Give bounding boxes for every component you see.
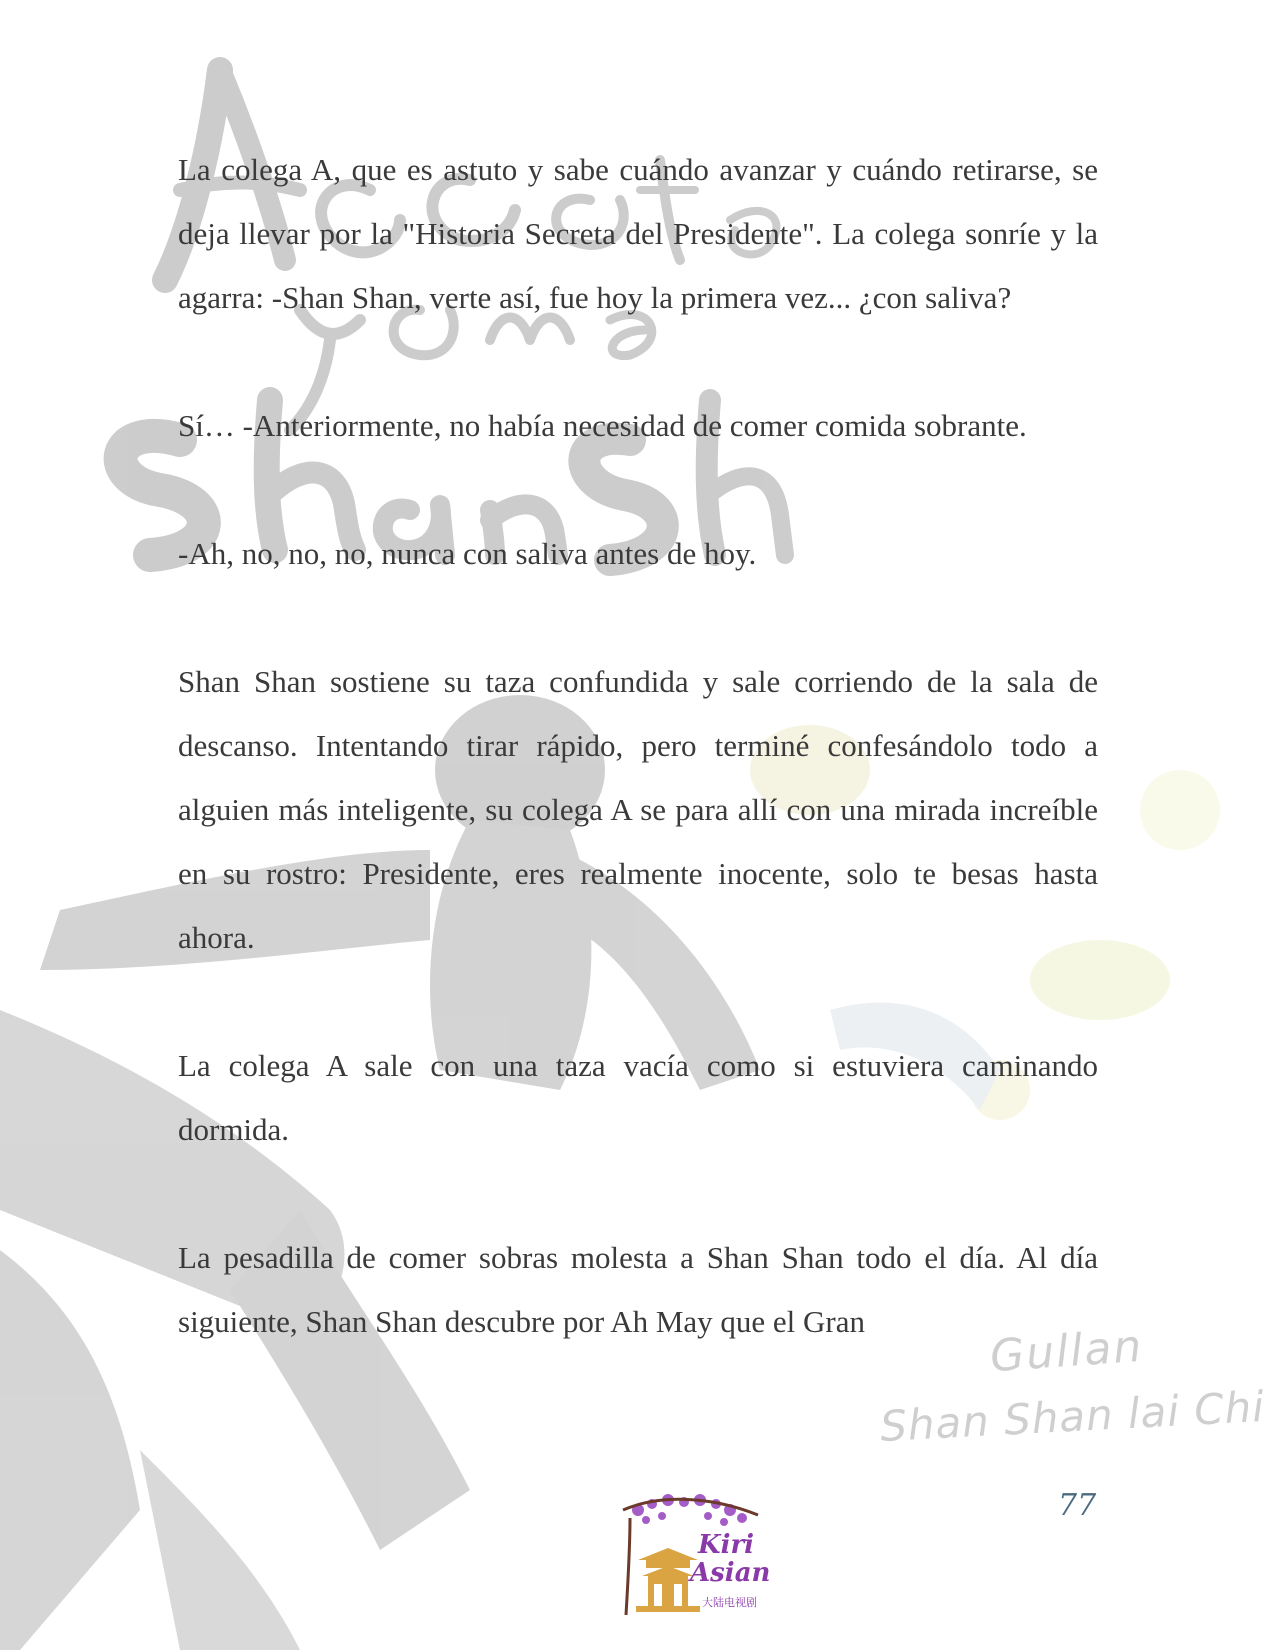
page-number: 77 <box>1058 1488 1097 1523</box>
paragraph: La pesadilla de comer sobras molesta a Shan Shan todo el día. Al día siguiente, Shan Shan descubre por Ah May que el Gran <box>178 1240 1098 1339</box>
logo-subtitle: 大陆电视剧 <box>702 1596 757 1609</box>
logo-line2: Asian <box>690 1558 771 1588</box>
logo-line1: Kiri <box>698 1530 755 1560</box>
paragraph: Sí… -Anteriormente, no había necesidad de comer comida sobrante. <box>178 408 1027 443</box>
signature-watermark-line1: Gullan <box>988 1320 1145 1383</box>
signature-watermark-line2: Shan Shan lai Chi <box>878 1381 1267 1452</box>
paragraph: La colega A, que es astuto y sabe cuándo avanzar y cuándo retirarse, se deja llevar por la "Historia Secreta del Presidente". La colega sonríe y la agarra: -Shan Shan, verte así, fue hoy la primera vez... ¿con saliva? <box>178 152 1098 315</box>
paragraph: La colega A sale con una taza vacía como si estuviera caminando dormida. <box>178 1048 1098 1147</box>
paragraph: -Ah, no, no, no, nunca con saliva antes de hoy. <box>178 536 757 571</box>
paragraph: Shan Shan sostiene su taza confundida y sale corriendo de la sala de descanso. Intentando tirar rápido, pero terminé confesándolo todo a alguien más inteligente, su colega A se para allí con una mirada increíble en su rostro: Presidente, eres realmente inocente, solo te besas hasta ahora. <box>178 664 1098 955</box>
page-text <box>178 138 1098 1418</box>
